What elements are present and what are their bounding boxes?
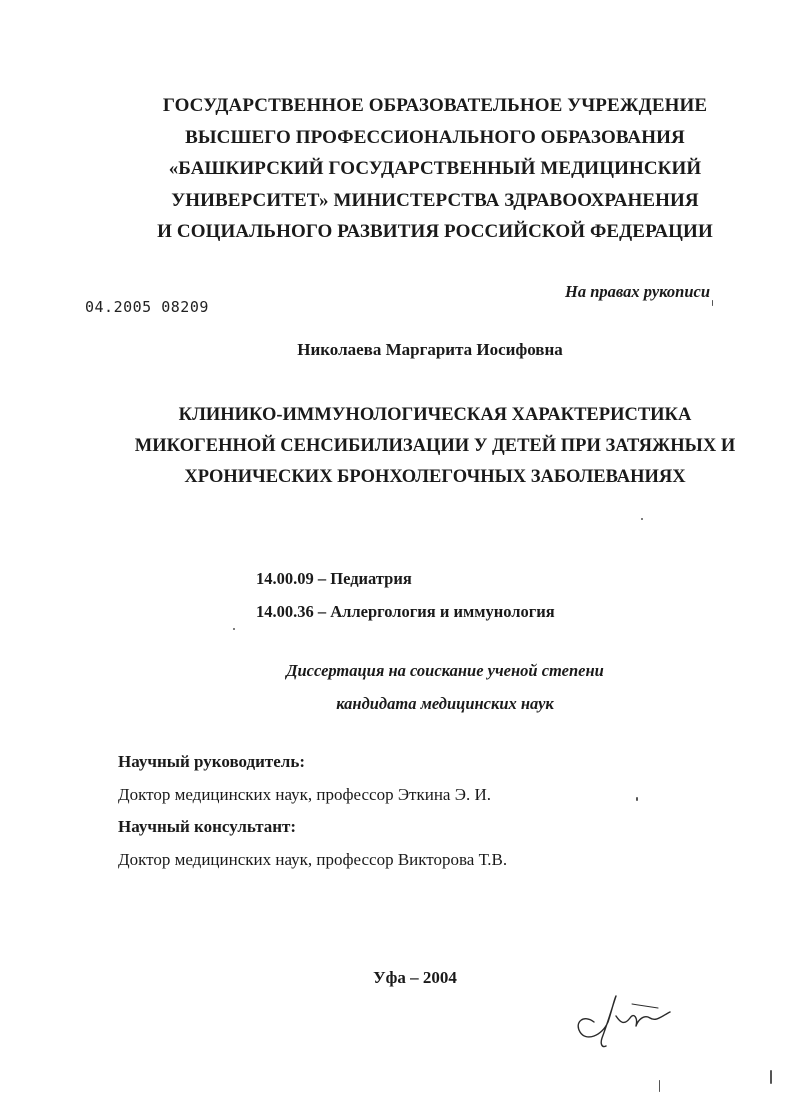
specialty-pediatrics: 14.00.09 – Педиатрия (256, 569, 412, 588)
degree-line-2: кандидата медицинских наук (336, 694, 554, 713)
degree-line-1: Диссертация на соискание ученой степени (286, 661, 604, 680)
institution-line-3: «БАШКИРСКИЙ ГОСУДАРСТВЕННЫЙ МЕДИЦИНСКИЙ (168, 158, 702, 179)
scan-speck (233, 628, 235, 630)
handwritten-signature (572, 992, 682, 1052)
manuscript-rights-note: На правах рукописи (565, 282, 710, 301)
degree-statement (200, 654, 690, 720)
dissertation-title (120, 400, 750, 493)
city-year: Уфа – 2004 (373, 968, 457, 987)
scan-speck (712, 300, 713, 306)
consultant-name: Доктор медицинских наук, профессор Викторова Т.В. (118, 849, 508, 869)
institution-line-2: ВЫСШЕГО ПРОФЕССИОНАЛЬНОГО ОБРАЗОВАНИЯ (185, 126, 685, 148)
title-line-1: КЛИНИКО-ИММУНОЛОГИЧЕСКАЯ ХАРАКТЕРИСТИКА (178, 405, 692, 425)
archive-stamp-number: 04.2005 08209 (85, 298, 209, 316)
title-line-3: ХРОНИЧЕСКИХ БРОНХОЛЕГОЧНЫХ ЗАБОЛЕВАНИЯХ (184, 467, 686, 487)
advisors-block (118, 746, 507, 876)
specialty-codes (256, 562, 555, 628)
consultant-label: Научный консультант: (118, 817, 297, 836)
institution-header (120, 90, 750, 248)
scan-speck (641, 518, 643, 520)
author-name: Николаева Маргарита Иосифовна (297, 340, 563, 359)
institution-line-5: И СОЦИАЛЬНОГО РАЗВИТИЯ РОССИЙСКОЙ ФЕДЕРАЦИИ (157, 221, 713, 242)
scan-speck (636, 797, 638, 801)
supervisor-label: Научный руководитель: (118, 752, 305, 771)
scan-speck (770, 1070, 772, 1084)
title-line-2: МИКОГЕННОЙ СЕНСИБИЛИЗАЦИИ У ДЕТЕЙ ПРИ ЗАТЯЖНЫХ И (134, 436, 736, 456)
institution-line-1: ГОСУДАРСТВЕННОЕ ОБРАЗОВАТЕЛЬНОЕ УЧРЕЖДЕНИЕ (162, 95, 708, 116)
supervisor-name: Доктор медицинских наук, профессор Эткина Э. И. (118, 784, 491, 804)
scan-speck (659, 1080, 660, 1092)
specialty-allergology: 14.00.36 – Аллергология и иммунология (256, 602, 555, 621)
institution-line-4: УНИВЕРСИТЕТ» МИНИСТЕРСТВА ЗДРАВООХРАНЕНИЯ (171, 189, 699, 211)
